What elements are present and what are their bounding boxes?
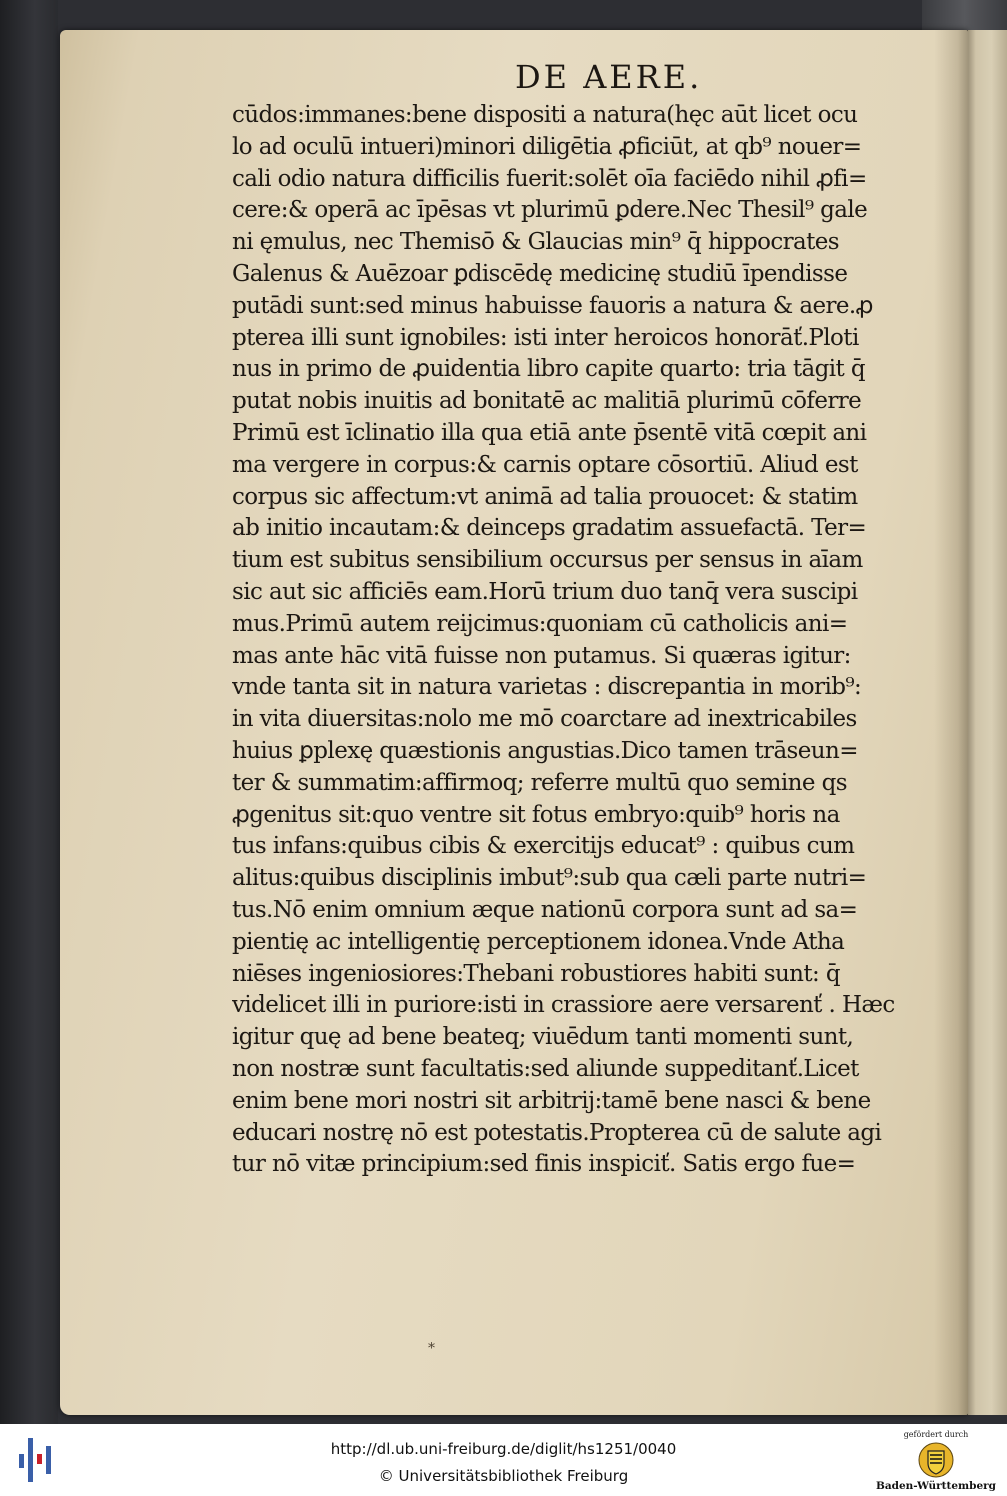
text-line: cere:& operā ac īpēsas vt plurimū ꝑdere.Nec Thesil⁹ gale (232, 197, 868, 224)
text-line: pientię ac intelligentię perceptionem idonea.Vnde Atha (232, 928, 845, 955)
ink-mark: ⁎ (428, 1336, 435, 1352)
text-line: non nostræ sunt facultatis:sed aliunde suppeditanť.Licet (232, 1055, 859, 1082)
page-url-link[interactable]: http://dl.ub.uni-freiburg.de/diglit/hs1251/0040 (330, 1440, 677, 1458)
text-line: tus.Nō enim omnium æque nationū corpora sunt ad sa= (232, 896, 858, 923)
running-head: DE AERE. (515, 58, 703, 96)
text-line: Galenus & Auēzoar ꝑdiscēdę medicinę studiū īpendisse (232, 260, 848, 287)
fold-shadow (934, 30, 968, 1415)
copyright-notice: © Universitätsbibliothek Freiburg (378, 1467, 629, 1485)
binding-gutter (0, 0, 58, 1424)
text-line: putat nobis inuitis ad bonitatē ac malitiā plurimū cōferre (232, 388, 862, 415)
text-line: educari nostrę nō est potestatis.Propterea cū de salute agi (232, 1119, 882, 1146)
text-line: alitus:quibus disciplinis imbut⁹:sub qua cæli parte nutri= (232, 865, 867, 892)
text-line: cūdos:immanes:bene dispositi a natura(hęc aūt licet ocu (232, 102, 858, 128)
text-line: Primū est īclinatio illa qua etiā ante p̄sentē vitā cœpit ani (232, 419, 867, 446)
page-edge (968, 30, 1007, 1415)
text-line: huius ꝑplexę quæstionis angustias.Dico tamen trāseun= (232, 737, 858, 764)
text-line: mus.Primū autem reijcimus:quoniam cū catholicis ani= (232, 610, 848, 637)
footer-bar (0, 1424, 1007, 1496)
text-line: tur nō vitæ principium:sed finis inspiciť. Satis ergo fue= (232, 1151, 856, 1178)
text-line: niēses ingeniosiores:Thebani robustiores habiti sunt: q̄ (232, 960, 840, 987)
ribbon (922, 0, 1007, 32)
text-line: enim bene mori nostri sit arbitrij:tamē bene nasci & bene (232, 1087, 871, 1114)
text-line: corpus sic affectum:vt animā ad talia prouocet: & statim (232, 483, 858, 510)
text-line: igitur quę ad bene beateq; viuēdum tanti momenti sunt, (232, 1024, 854, 1051)
text-line: putādi sunt:sed minus habuisse fauoris a natura & aere.ꝓ (232, 292, 873, 319)
text-line: ma vergere in corpus:& carnis optare cōsortiū. Aliud est (232, 451, 858, 478)
text-block (232, 100, 900, 1181)
text-line: lo ad oculū intueri)minori diligētia ꝓficiūt, at qb⁹ nouer= (232, 133, 862, 160)
text-line: cali odio natura difficilis fuerit:solēt oīa faciēdo nihil ꝓfi= (232, 165, 867, 192)
sponsor-name: Baden-Württemberg (875, 1480, 997, 1492)
sponsor-caption: gefördert durch (903, 1430, 969, 1439)
text-line: vnde tanta sit in natura varietas : discrepantia in morib⁹: (232, 674, 862, 701)
coat-of-arms-icon[interactable] (917, 1441, 955, 1479)
text-line: mas ante hāc vitā fuisse non putamus. Si quæras igitur: (232, 642, 851, 669)
text-line: ꝓgenitus sit:quo ventre sit fotus embryo:quib⁹ horis na (232, 801, 840, 828)
text-line: tus infans:quibus cibis & exercitijs educat⁹ : quibus cum (232, 833, 855, 860)
text-line: pterea illi sunt ignobiles: isti inter heroicos honorāť.Ploti (232, 324, 859, 351)
text-line: ni ęmulus, nec Themisō & Glaucias min⁹ q̄ hippocrates (232, 229, 839, 256)
text-line: tium est subitus sensibilium occursus per sensus in aīam (232, 547, 863, 574)
text-line: ab initio incautam:& deinceps gradatim assuefactā. Ter= (232, 515, 867, 542)
text-line: sic aut sic afficiēs eam.Horū trium duo tanq̄ vera suscipi (232, 578, 858, 605)
text-line: ter & summatim:affirmoq; referre multū quo semine qs (232, 769, 847, 796)
text-line: nus in primo de ꝓuidentia libro capite quarto: tria tāgit q̄ (232, 356, 866, 383)
text-line: in vita diuersitas:nolo me mō coarctare ad inextricabiles (232, 706, 857, 733)
text-line: videlicet illi in puriore:isti in crassiore aere versarenť . Hæc (232, 992, 895, 1019)
